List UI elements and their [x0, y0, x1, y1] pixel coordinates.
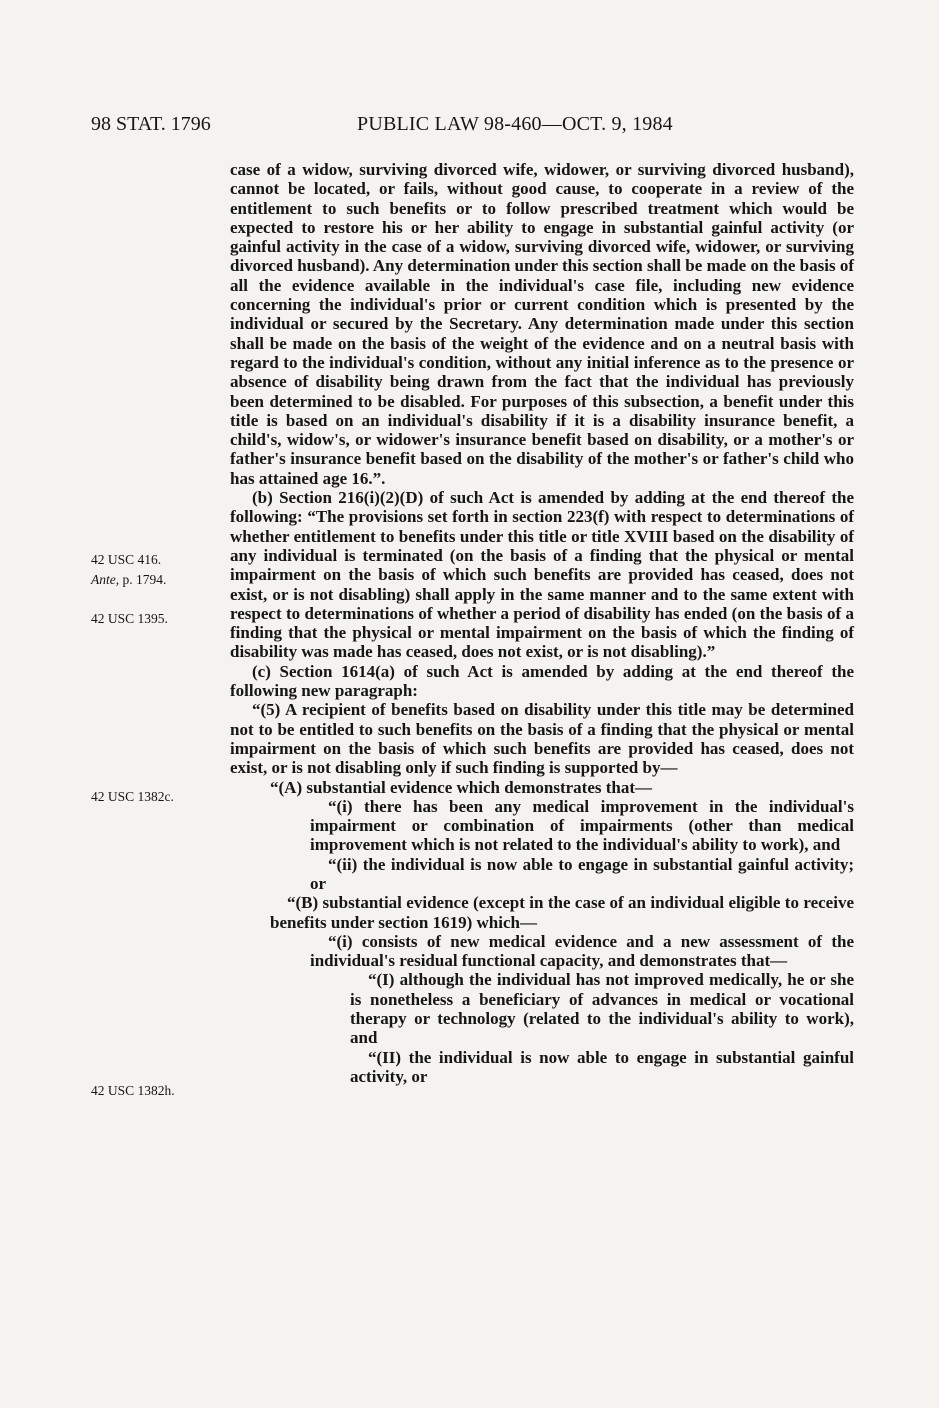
margin-note-42-usc-1395: 42 USC 1395.: [91, 611, 168, 626]
running-head: [91, 113, 861, 139]
margin-note-ante: [91, 572, 166, 588]
margin-note-42-usc-1382h: 42 USC 1382h.: [91, 1083, 175, 1098]
margin-note-ante-page: p. 1794.: [119, 572, 167, 587]
statute-citation: 98 STAT. 1796: [91, 113, 211, 135]
paragraph-subsection-b: (b) Section 216(i)(2)(D) of such Act is amended by adding at the end thereof the following: “The provisions set forth in section 223(f) with respect to determinations of whether entitlement to benefits under this title or title XVIII based on the disability of any individual is terminated (on the basis of a finding that the physical or mental impairment on the basis of which such benefits are provided has ceased, does not exist, or is not disabling) shall apply in the same manner and to the same extent with respect to determinations of whether a period of disability has ended (on the basis of a finding that the physical or mental impairment on the basis of which the finding of disability was made has ceased, does not exist, or is not disabling).”: [230, 488, 854, 662]
paragraph-continuation: case of a widow, surviving divorced wife, widower, or surviving divorced husband), cannot be located, or fails, without good cause, to cooperate in a review of the entitlement to such benefits or to follow prescribed treatment which would be expected to restore his or her ability to engage in substantial gainful activity (or gainful activity in the case of a widow, surviving divorced wife, widower, or surviving divorced husband). Any determination under this section shall be made on the basis of all the evidence available in the individual's case file, including new evidence concerning the individual's prior or current condition which is presented by the individual or secured by the Secretary. Any determination made under this section shall be made on the basis of the weight of the evidence and on a neutral basis with regard to the individual's condition, without any initial inference as to the presence or absence of disability being drawn from the fact that the individual has previously been determined to be disabled. For purposes of this subsection, a benefit under this title is based on an individual's disability if it is a disability insurance benefit, a child's, widow's, or widower's insurance benefit based on disability, or a mother's or father's insurance benefit based on the disability of the mother's or father's child who has attained age 16.”.: [230, 160, 854, 488]
paragraph-subsection-c: (c) Section 1614(a) of such Act is amended by adding at the end thereof the following new paragraph:: [230, 661, 854, 701]
paragraph-clause-b-i: “(i) consists of new medical evidence and a new assessment of the individual's residual functional capacity, and demonstrates that—: [310, 931, 854, 971]
paragraph-clause-a: “(A) substantial evidence which demonstrates that—: [270, 777, 653, 797]
margin-note-42-usc-1382c: 42 USC 1382c.: [91, 789, 174, 804]
margin-note-ante-italic: Ante,: [91, 572, 120, 587]
paragraph-new-paragraph-5: “(5) A recipient of benefits based on disability under this title may be determined not to be entitled to such benefits on the basis of a finding that the physical or mental impairment on the basis of which such benefits are provided has ceased, does not exist, or is not disabling only if such finding is supported by—: [230, 700, 854, 778]
public-law-citation: PUBLIC LAW 98-460—OCT. 9, 1984: [357, 113, 673, 135]
paragraph-clause-b: “(B) substantial evidence (except in the case of an individual eligible to receive benefits under section 1619) which—: [270, 893, 854, 932]
paragraph-clause-a-ii: “(ii) the individual is now able to engage in substantial gainful activity; or: [310, 854, 854, 893]
paragraph-clause-b-i-I: “(I) although the individual has not improved medically, he or she is nonetheless a beneficiary of advances in medical or vocational therapy or technology (related to the individual's ability to work), and: [350, 970, 854, 1048]
margin-note-42-usc-416: 42 USC 416.: [91, 552, 162, 567]
paragraph-clause-b-i-II: “(II) the individual is now able to engage in substantial gainful activity, or: [350, 1047, 854, 1086]
body-text: [230, 160, 854, 1086]
paragraph-clause-a-i: “(i) there has been any medical improvement in the individual's impairment or combination of impairments (other than medical improvement which is not related to the individual's ability to work), and: [310, 796, 854, 855]
